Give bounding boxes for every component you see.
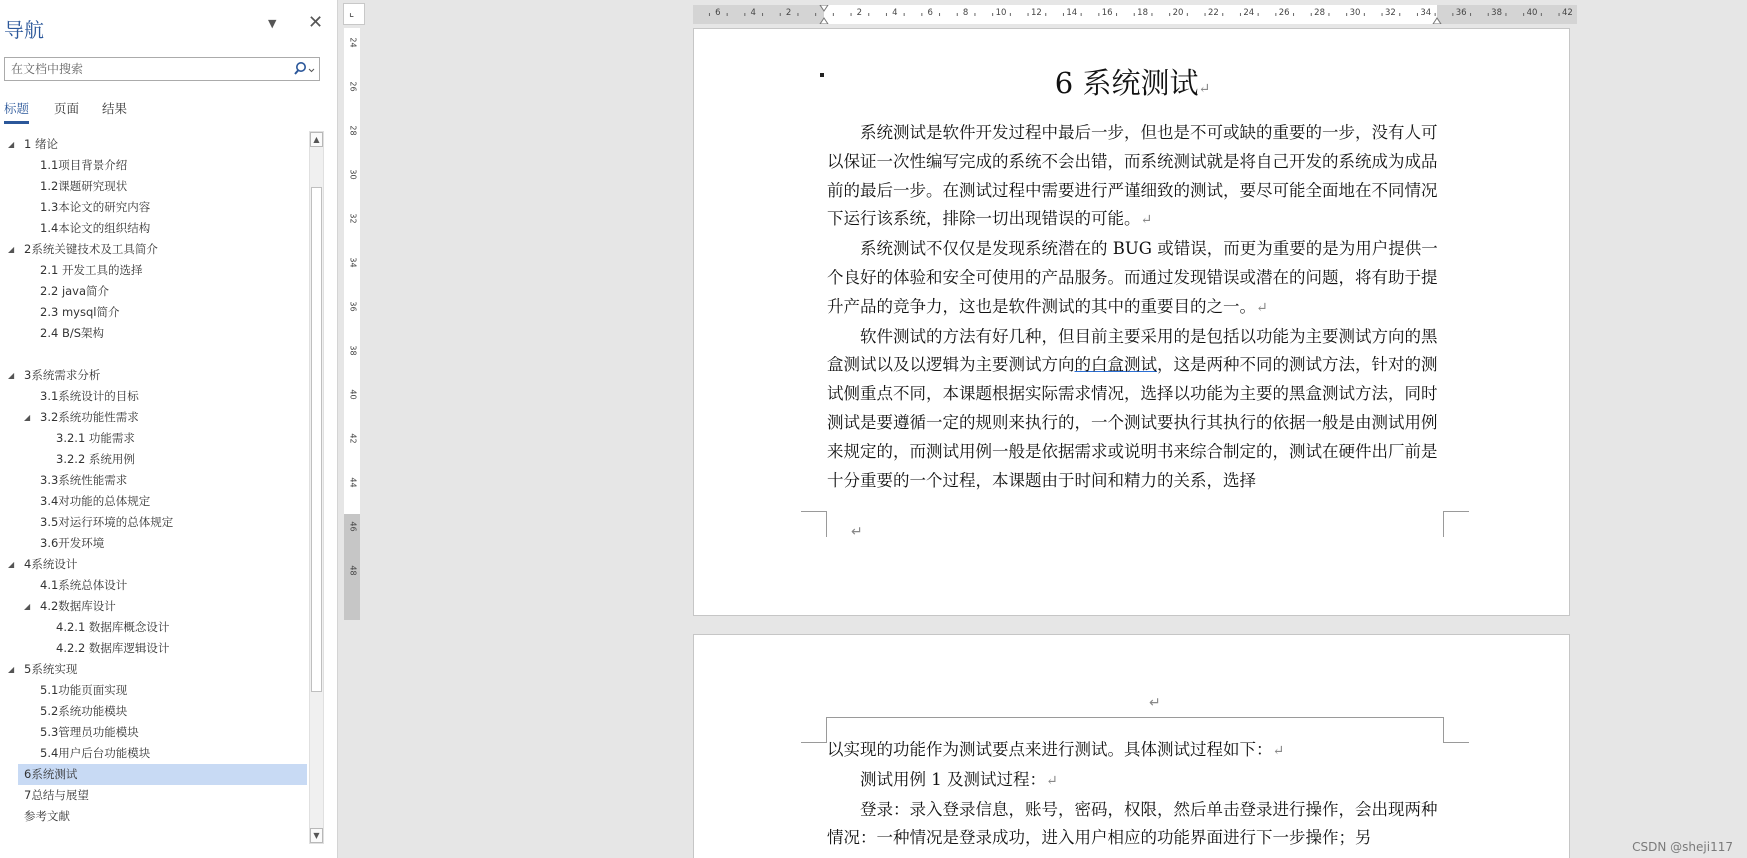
nav-options-dropdown-icon[interactable]: ▼ <box>268 17 277 30</box>
outline-item[interactable] <box>0 197 306 218</box>
paragraph-text: 系统测试不仅仅是发现系统潜在的 BUG 或错误，而更为重要的是为用户提供一个良好的体验和安全可使用的产品服务。而通过发现错误或潜在的问题，将有助于提升产品的竞争力，这也是软件测试的其中的重要目的之一。 <box>827 239 1438 316</box>
nav-search-input[interactable] <box>5 58 291 80</box>
horizontal-ruler-number: 20 <box>1172 8 1184 18</box>
paragraph-text: 软件测试的方法有好几种，但目前主要采用的是包括以功能为主要测试方向的黑盒测试以及以逻辑为主要测试方向 <box>827 326 1438 375</box>
outline-item[interactable] <box>0 134 306 155</box>
outline-item-label: 2.2 java简介 <box>40 284 110 298</box>
paragraph-text: ，这是两种不同的测试方法，针对的测试侧重点不同，本课题根据实际需求情况，选择以功能为主要的黑盒测试方法，同时测试是要遵循一定的规则来执行的，一个测试要执行其执行的依据一般是由测试用例来规定的，而测试用例一般是依据需求或说明书来综合制定的，测试在硬件出厂前是十分重要的一个过程，本课题由于时间和精力的关系，选择 <box>827 355 1438 490</box>
nav-scrollbar[interactable] <box>309 131 324 844</box>
tab-selector-button[interactable] <box>343 3 365 25</box>
horizontal-ruler-number: 2 <box>785 8 792 18</box>
collapse-triangle-icon[interactable]: ◢ <box>24 413 31 422</box>
outline-item[interactable] <box>0 743 306 764</box>
horizontal-ruler-number: 16 <box>1101 8 1113 18</box>
outline-item[interactable] <box>0 638 306 659</box>
outline-item-label: 5.4用户后台功能模块 <box>40 746 151 760</box>
horizontal-ruler-number: 22 <box>1207 8 1219 18</box>
page1-body[interactable] <box>827 119 1443 495</box>
outline-item[interactable] <box>0 785 306 806</box>
horizontal-ruler-number: 10 <box>995 8 1007 18</box>
horizontal-ruler-number: 30 <box>1349 8 1361 18</box>
outline-item[interactable] <box>0 470 306 491</box>
document-page-1[interactable] <box>693 28 1570 616</box>
search-icon[interactable] <box>292 61 316 77</box>
outline-item-label: 1 绪论 <box>24 137 58 151</box>
horizontal-ruler-number: 40 <box>1526 8 1538 18</box>
footer-paragraph-mark: ↵ <box>851 524 863 540</box>
outline-item[interactable] <box>0 386 306 407</box>
outline-item[interactable] <box>0 722 306 743</box>
header-line <box>827 717 1443 718</box>
ruler-ticks <box>693 5 1577 24</box>
collapse-triangle-icon[interactable]: ◢ <box>8 245 15 254</box>
outline-item-label: 3系统需求分析 <box>24 368 101 382</box>
document-heading[interactable] <box>694 61 1571 102</box>
outline-item-label: 5系统实现 <box>24 662 78 676</box>
outline-item[interactable] <box>0 449 306 470</box>
outline-item[interactable] <box>0 302 306 323</box>
horizontal-ruler-number: 28 <box>1314 8 1326 18</box>
horizontal-ruler-number: 24 <box>1243 8 1255 18</box>
hanging-indent-marker <box>820 18 828 24</box>
outline-item[interactable] <box>0 491 306 512</box>
vertical-ruler[interactable] <box>344 28 360 620</box>
outline-item-label: 5.3管理员功能模块 <box>40 725 139 739</box>
outline-item-label: 3.3系统性能需求 <box>40 473 128 487</box>
outline-item-label: 2系统关键技术及工具简介 <box>24 242 158 256</box>
paragraph-mark: ↵ <box>1140 212 1153 229</box>
outline-item-label: 3.6开发环境 <box>40 536 105 550</box>
margin-corner-tl <box>801 717 827 743</box>
outline-item[interactable] <box>0 554 306 575</box>
horizontal-ruler-number: 38 <box>1491 8 1503 18</box>
tab-results[interactable]: 结果 <box>102 101 128 116</box>
heading-outline <box>0 134 308 844</box>
outline-item-label: 1.1项目背景介绍 <box>40 158 128 172</box>
outline-item[interactable] <box>0 512 306 533</box>
outline-item[interactable] <box>0 323 306 344</box>
outline-item[interactable] <box>18 764 307 785</box>
paragraph-text: 以实现的功能作为测试要点来进行测试。具体测试过程如下： <box>827 740 1273 759</box>
outline-item[interactable] <box>0 260 306 281</box>
outline-item-label: 1.2课题研究现状 <box>40 179 128 193</box>
paragraph-text: 系统测试是软件开发过程中最后一步，但也是不可或缺的重要的一步，没有人可以保证一次性编写完成的系统不会出错，而系统测试就是将自己开发的系统成为成品前的最后一步。在测试过程中需要进行严谨细致的测试，要尽可能全面地在不同情况下运行该系统，排除一切出现错误的可能。 <box>827 123 1438 229</box>
outline-item-label: 6系统测试 <box>24 767 78 781</box>
scroll-down-icon[interactable]: ▼ <box>310 828 323 843</box>
paragraph-mark: ↵ <box>1046 772 1058 789</box>
nav-close-icon[interactable]: ✕ <box>308 12 324 33</box>
outline-item-label: 4系统设计 <box>24 557 78 571</box>
outline-item-label: 参考文献 <box>24 809 70 823</box>
paragraph-text: 登录：录入登录信息，账号，密码，权限，然后单击登录进行操作，会出现两种情况：一种情况是登录成功，进入用户相应的功能界面进行下一步操作；另 <box>827 799 1438 848</box>
outline-item-label: 4.2数据库设计 <box>40 599 116 613</box>
page2-body[interactable] <box>827 736 1443 853</box>
margin-corner-br <box>1443 511 1469 537</box>
paragraph[interactable] <box>827 235 1443 322</box>
outline-item[interactable] <box>0 281 306 302</box>
paragraph[interactable] <box>827 323 1443 496</box>
outline-item[interactable] <box>0 533 306 554</box>
vertical-ruler-number: 36 <box>348 301 358 312</box>
paragraph[interactable] <box>827 766 1443 796</box>
outline-item[interactable] <box>0 617 306 638</box>
outline-item[interactable] <box>0 428 306 449</box>
outline-item-label: 3.2.2 系统用例 <box>56 452 135 466</box>
watermark: CSDN @sheji117 <box>1632 840 1733 854</box>
vertical-ruler-number: 38 <box>348 345 358 356</box>
vertical-ruler-number: 32 <box>348 213 358 224</box>
horizontal-ruler-number: 6 <box>715 8 721 18</box>
collapse-triangle-icon[interactable]: ◢ <box>8 665 15 674</box>
outline-item[interactable] <box>0 701 306 722</box>
outline-item-label: 1.3本论文的研究内容 <box>40 200 151 214</box>
scrollbar-thumb[interactable] <box>311 187 322 692</box>
horizontal-ruler-number: 18 <box>1137 8 1149 18</box>
outline-item[interactable] <box>0 365 306 386</box>
vertical-ruler-number: 28 <box>348 125 358 136</box>
horizontal-ruler-number: 4 <box>892 8 898 18</box>
tab-stop-icon: ⌞ <box>349 6 355 19</box>
horizontal-ruler-number: 36 <box>1455 8 1467 18</box>
horizontal-ruler-number: 42 <box>1561 8 1573 18</box>
vertical-ruler-number: 44 <box>348 477 358 488</box>
horizontal-ruler-number: 6 <box>927 8 933 18</box>
vertical-ruler-number: 34 <box>348 257 358 268</box>
outline-item-label: 3.2系统功能性需求 <box>40 410 139 424</box>
header-paragraph-mark: ↵ <box>1149 695 1161 711</box>
outline-item[interactable] <box>0 596 306 617</box>
outline-item[interactable] <box>0 218 306 239</box>
outline-item-label: 2.4 B/S架构 <box>40 326 105 340</box>
margin-corner-bl <box>801 511 827 537</box>
scroll-up-icon[interactable]: ▲ <box>310 132 323 147</box>
outline-item[interactable] <box>0 407 306 428</box>
margin-corner-tr <box>1443 717 1469 743</box>
horizontal-ruler-number: 26 <box>1278 8 1290 18</box>
document-page-2[interactable] <box>693 634 1570 858</box>
paragraph-mark: ↵ <box>1272 743 1285 759</box>
vertical-ruler-number: 46 <box>348 521 358 532</box>
paragraph-mark: ↵ <box>1198 81 1211 97</box>
horizontal-ruler-number: 12 <box>1030 8 1042 18</box>
outline-item-label: 5.2系统功能模块 <box>40 704 128 718</box>
horizontal-ruler[interactable] <box>693 5 1577 24</box>
outline-item-label: 3.1系统设计的目标 <box>40 389 139 403</box>
outline-item-label: 2.3 mysql简介 <box>40 305 120 319</box>
collapse-triangle-icon[interactable]: ◢ <box>8 560 15 569</box>
outline-spacer <box>0 344 306 365</box>
outline-item-label: 3.5对运行环境的总体规定 <box>40 515 174 529</box>
horizontal-ruler-number: 14 <box>1066 8 1078 18</box>
outline-item-label: 4.2.2 数据库逻辑设计 <box>56 641 170 655</box>
tab-pages[interactable]: 页面 <box>54 101 80 116</box>
outline-item[interactable] <box>0 806 306 827</box>
horizontal-ruler-number: 34 <box>1420 8 1432 18</box>
navigation-pane <box>0 0 338 858</box>
spellcheck-underline-text[interactable]: 的白盒测试 <box>1074 355 1157 375</box>
nav-title: 导航 <box>4 18 44 42</box>
nav-search-box[interactable] <box>4 57 320 81</box>
vertical-ruler-number: 24 <box>348 37 358 48</box>
vertical-ruler-number: 48 <box>348 565 358 576</box>
outline-item[interactable] <box>0 659 306 680</box>
vertical-ruler-number: 26 <box>348 81 358 92</box>
outline-item-label: 2.1 开发工具的选择 <box>40 263 143 277</box>
paragraph-text: 测试用例 1 及测试过程： <box>860 769 1046 789</box>
first-line-indent-marker <box>820 5 828 11</box>
collapse-triangle-icon[interactable]: ◢ <box>24 602 31 611</box>
vertical-ruler-number: 30 <box>348 169 358 180</box>
horizontal-ruler-number: 4 <box>750 8 756 18</box>
outline-item[interactable] <box>0 176 306 197</box>
collapse-triangle-icon[interactable]: ◢ <box>8 371 15 380</box>
horizontal-ruler-number: 8 <box>962 8 969 18</box>
outline-item-label: 1.4本论文的组织结构 <box>40 221 151 235</box>
outline-item[interactable] <box>0 680 306 701</box>
paragraph[interactable] <box>827 796 1443 854</box>
outline-item[interactable] <box>0 155 306 176</box>
tab-headings[interactable]: 标题 <box>4 99 29 124</box>
horizontal-ruler-number: 32 <box>1384 8 1396 18</box>
vertical-ruler-number: 40 <box>348 389 358 400</box>
outline-item[interactable] <box>0 575 306 596</box>
outline-item-label: 4.1系统总体设计 <box>40 578 128 592</box>
right-indent-marker <box>1433 18 1441 24</box>
heading-text: 6 系统测试 <box>1054 66 1199 100</box>
outline-item-label: 4.2.1 数据库概念设计 <box>56 620 170 634</box>
outline-item-label: 3.4对功能的总体规定 <box>40 494 151 508</box>
paragraph-mark: ↵ <box>1256 299 1268 316</box>
paragraph[interactable] <box>827 736 1443 766</box>
horizontal-ruler-number: 2 <box>856 8 863 18</box>
vertical-ruler-number: 42 <box>348 433 358 444</box>
outline-item-label: 7总结与展望 <box>24 788 89 802</box>
collapse-triangle-icon[interactable]: ◢ <box>8 140 15 149</box>
paragraph[interactable] <box>827 119 1443 235</box>
outline-item-label: 3.2.1 功能需求 <box>56 431 135 445</box>
outline-item-label: 5.1功能页面实现 <box>40 683 128 697</box>
outline-item[interactable] <box>0 239 306 260</box>
